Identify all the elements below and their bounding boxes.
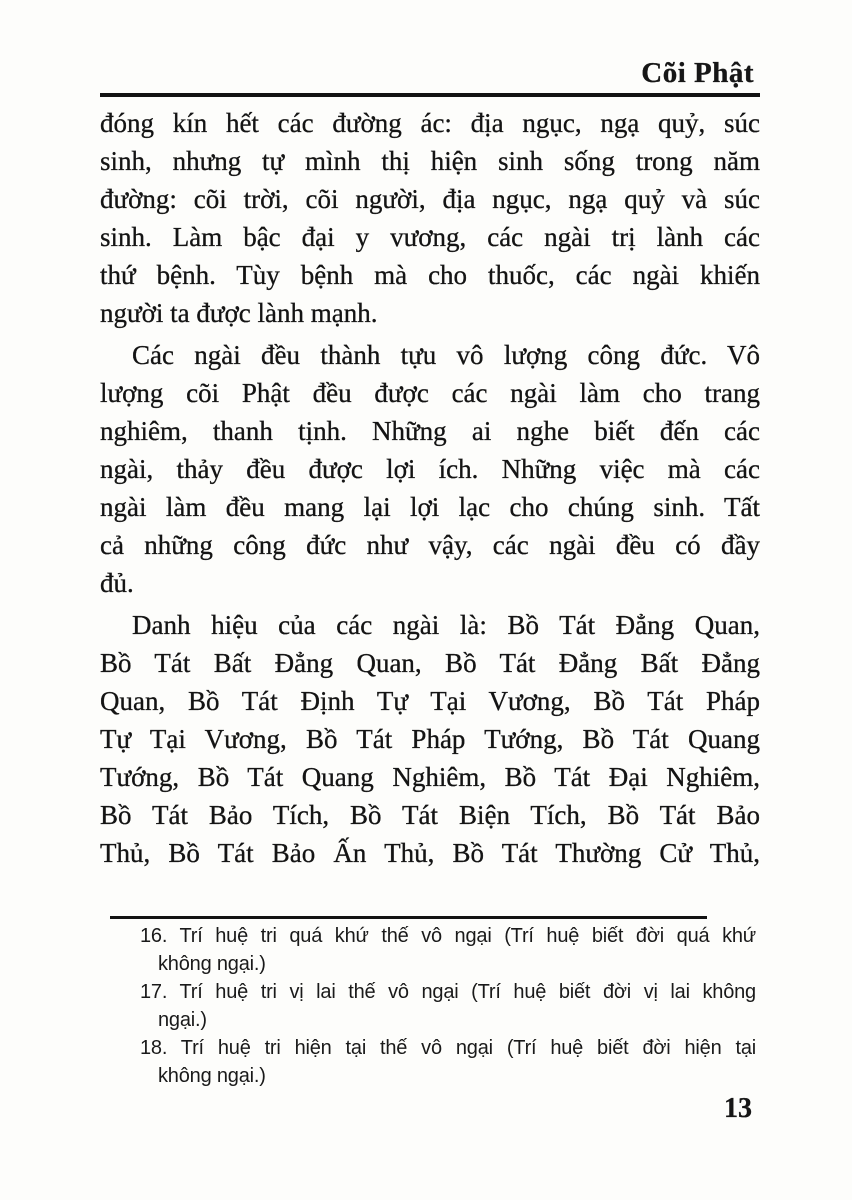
text-line: Quan, Bồ Tát Định Tự Tại Vương, Bồ Tát Pháp (100, 686, 760, 716)
paragraph (100, 606, 760, 872)
text-line: sinh. Làm bậc đại y vương, các ngài trị lành các (100, 222, 760, 252)
footnote-continuation-line: không ngại.) (158, 1065, 266, 1087)
text-line: ngài làm đều mang lại lợi lạc cho chúng sinh. Tất (100, 492, 760, 522)
page-number: 13 (724, 1093, 752, 1124)
text-line: nghiêm, thanh tịnh. Những ai nghe biết đến các (100, 416, 760, 446)
text-line: đóng kín hết các đường ác: địa ngục, ngạ quỷ, súc (100, 108, 760, 138)
running-header-title: Cõi Phật (641, 57, 754, 89)
header-rule (100, 93, 760, 97)
text-line: Thủ, Bồ Tát Bảo Ấn Thủ, Bồ Tát Thường Cử Thủ, (100, 838, 760, 868)
footnote-text-line: 18. Trí huệ tri hiện tại thế vô ngại (Trí huệ biết đời hiện tại (140, 1037, 756, 1059)
page-body-text (100, 104, 760, 872)
paragraph (100, 104, 760, 332)
text-line: ngài, thảy đều được lợi ích. Những việc mà các (100, 454, 760, 484)
text-line: lượng cõi Phật đều được các ngài làm cho trang (100, 378, 760, 408)
paragraph (100, 336, 760, 602)
footnotes (140, 922, 756, 1090)
footnote-separator (110, 916, 707, 919)
footnote-continuation-line: không ngại.) (158, 953, 266, 975)
text-line: sinh, nhưng tự mình thị hiện sinh sống trong năm (100, 146, 760, 176)
footnote-item (140, 978, 756, 1034)
text-line: Danh hiệu của các ngài là: Bồ Tát Đẳng Quan, (132, 610, 760, 640)
text-line: người ta được lành mạnh. (100, 298, 378, 328)
page-content (100, 56, 760, 1125)
text-line: Các ngài đều thành tựu vô lượng công đức. Vô (132, 340, 760, 370)
footnote-item (140, 922, 756, 978)
text-line: Bồ Tát Bảo Tích, Bồ Tát Biện Tích, Bồ Tát Bảo (100, 800, 760, 830)
footnote-continuation-line: ngại.) (158, 1009, 207, 1031)
text-line: thứ bệnh. Tùy bệnh mà cho thuốc, các ngài khiến (100, 260, 760, 290)
footnote-item (140, 1034, 756, 1090)
footnote-text-line: 16. Trí huệ tri quá khứ thế vô ngại (Trí huệ biết đời quá khứ (140, 925, 756, 947)
text-line: đường: cõi trời, cõi người, địa ngục, ngạ quỷ và súc (100, 184, 760, 214)
text-line: cả những công đức như vậy, các ngài đều có đầy (100, 530, 760, 560)
text-line: đủ. (100, 568, 134, 598)
text-line: Tự Tại Vương, Bồ Tát Pháp Tướng, Bồ Tát Quang (100, 724, 760, 754)
text-line: Tướng, Bồ Tát Quang Nghiêm, Bồ Tát Đại Nghiêm, (100, 762, 760, 792)
footnote-text-line: 17. Trí huệ tri vị lai thế vô ngại (Trí huệ biết đời vị lai không (140, 981, 756, 1003)
text-line: Bồ Tát Bất Đẳng Quan, Bồ Tát Đẳng Bất Đẳng (100, 648, 760, 678)
